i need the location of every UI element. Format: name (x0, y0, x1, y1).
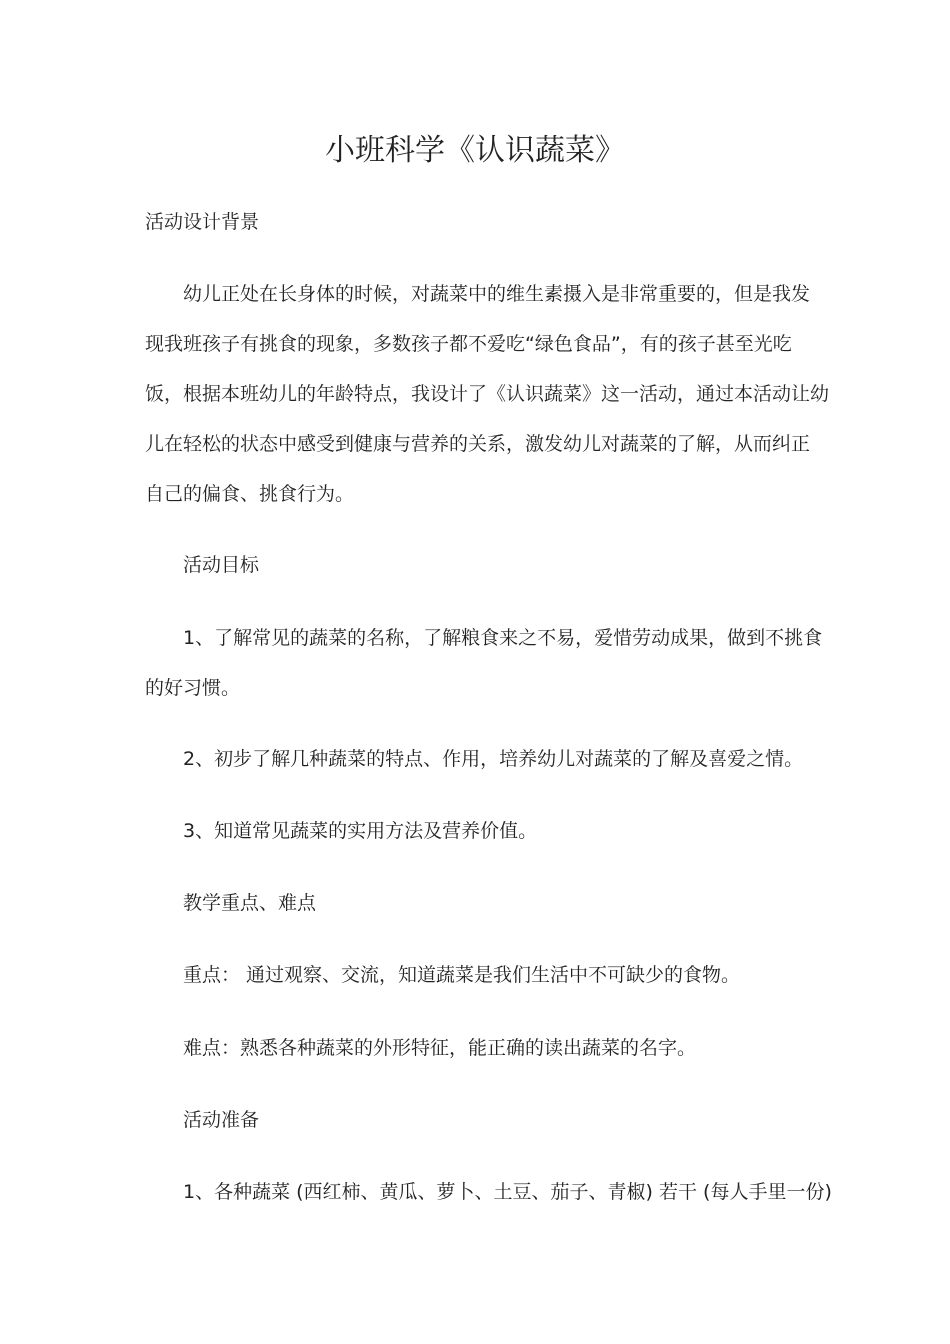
section-heading-focus: 教学重点、难点 (183, 892, 317, 914)
paragraph-line: 现我班孩子有挑食的现象，多数孩子都不爱吃“绿色食品”，有的孩子甚至光吃 (145, 333, 792, 355)
section-heading-background: 活动设计背景 (145, 211, 260, 233)
paragraph-line: 饭，根据本班幼儿的年龄特点，我设计了《认识蔬菜》这一活动，通过本活动让幼 (145, 383, 830, 405)
document-title: 小班科学《认识蔬菜》 (325, 133, 625, 168)
focus-difficulty: 难点：熟悉各种蔬菜的外形特征，能正确的读出蔬菜的名字。 (183, 1037, 697, 1059)
section-heading-goals: 活动目标 (183, 554, 260, 576)
goal-item-1-line: 1、了解常见的蔬菜的名称，了解粮食来之不易，爱惜劳动成果，做到不挑食 (183, 627, 823, 649)
paragraph-line: 自己的偏食、挑食行为。 (145, 483, 355, 505)
goal-item-2: 2、初步了解几种蔬菜的特点、作用，培养幼儿对蔬菜的了解及喜爱之情。 (183, 748, 804, 770)
paragraph-line: 幼儿正处在长身体的时候，对蔬菜中的维生素摄入是非常重要的，但是我发 (183, 283, 811, 305)
paragraph-line: 儿在轻松的状态中感受到健康与营养的关系，激发幼儿对蔬菜的了解，从而纠正 (145, 433, 811, 455)
goal-item-1-line: 的好习惯。 (145, 677, 241, 699)
focus-key-point: 重点： 通过观察、交流，知道蔬菜是我们生活中不可缺少的食物。 (183, 964, 741, 986)
preparation-item-1: 1、各种蔬菜 (西红柿、黄瓜、萝卜、土豆、茄子、青椒) 若干 (每人手里一份) (183, 1181, 832, 1203)
section-heading-preparation: 活动准备 (183, 1109, 260, 1131)
goal-item-3: 3、知道常见蔬菜的实用方法及营养价值。 (183, 820, 538, 842)
